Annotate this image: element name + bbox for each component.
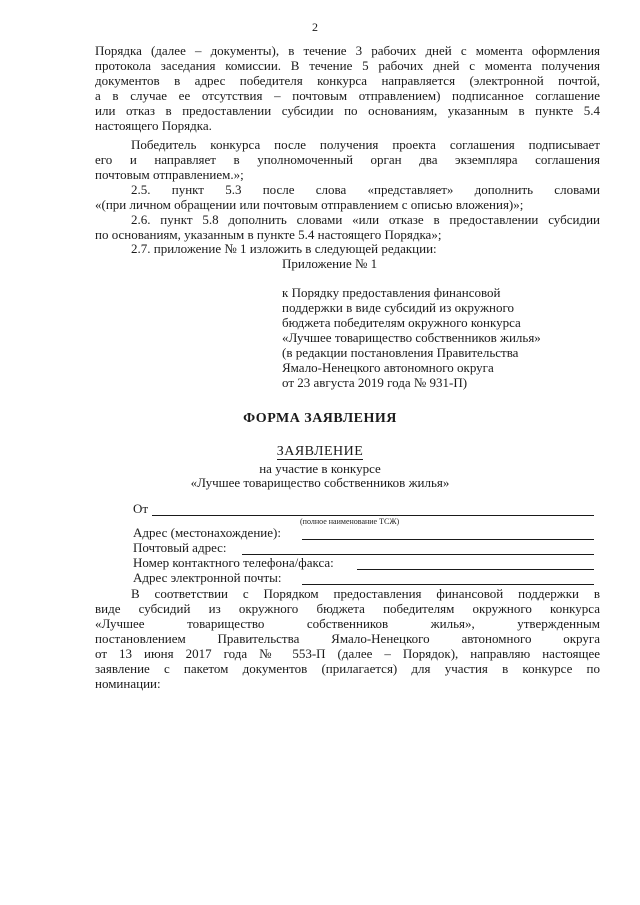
form-title: ФОРМА ЗАЯВЛЕНИЯ	[243, 411, 397, 426]
text-line: по основаниям, указанным в пункте 5.4 настоящего Порядка»;	[95, 227, 442, 242]
address-label: Адрес (местонахождение):	[133, 525, 281, 540]
text-line: его и направляет в уполномоченный орган два экземпляра соглашения	[95, 152, 600, 167]
address-input-line[interactable]	[302, 539, 594, 540]
text-line: постановлением Правительства Ямало-Ненецкого автономного округа	[95, 631, 600, 646]
from-caption: (полное наименование ТСЖ)	[300, 517, 400, 526]
text-line: «Лучшее товарищество собственников жилья», утвержденным	[95, 616, 600, 631]
text-line: Порядка (далее – документы), в течение 3 рабочих дней с момента оформления	[95, 43, 600, 58]
annex-line: Ямало-Ненецкого автономного округа	[282, 360, 494, 375]
annex-line: (в редакции постановления Правительства	[282, 345, 519, 360]
text-line: настоящего Порядка.	[95, 118, 212, 133]
statement-title	[0, 444, 640, 460]
phone-label: Номер контактного телефона/факса:	[133, 555, 334, 570]
phone-input-line[interactable]	[357, 569, 594, 570]
text-line: от 13 июня 2017 года № 553-П (далее – Порядок), направляю настоящее	[95, 646, 600, 661]
annex-line: поддержки в виде субсидий из окружного	[282, 300, 515, 315]
text-line: 2.5. пункт 5.3 после слова «представляет» дополнить словами	[131, 182, 600, 197]
annex-line: «Лучшее товарищество собственников жилья»	[282, 330, 541, 345]
text-line: заявление с пакетом документов (прилагается) для участия в конкурсе по	[95, 661, 600, 676]
annex-line: от 23 августа 2019 года № 931-П)	[282, 375, 468, 390]
text-line: виде субсидий из окружного бюджета победителям окружного конкурса	[95, 601, 600, 616]
from-label: От	[133, 501, 149, 516]
text-line: документов в адрес победителя конкурса направляется (электронной почтой,	[95, 73, 600, 88]
text-line: или отказ в предоставлении субсидии по основаниям, указанным в пункте 5.4	[95, 103, 600, 118]
email-label: Адрес электронной почты:	[133, 570, 282, 585]
statement-subtitle: на участие в конкурсе	[259, 461, 381, 476]
page-number: 2	[312, 20, 318, 34]
from-input-line[interactable]	[152, 515, 594, 516]
email-input-line[interactable]	[302, 584, 594, 585]
text-line: а в случае ее отсутствия – почтовым отправлением) подписанное соглашение	[95, 88, 600, 103]
annex-title: Приложение № 1	[282, 256, 378, 271]
text-line: 2.7. приложение № 1 изложить в следующей редакции:	[131, 241, 437, 256]
text-line: Победитель конкурса после получения проекта соглашения подписывает	[131, 137, 600, 152]
statement-subtitle: «Лучшее товарищество собственников жилья»	[190, 475, 450, 490]
text-line: В соответствии с Порядком предоставления финансовой поддержки в	[131, 586, 600, 601]
text-line: «(при личном обращении или почтовым отправлением с описью вложения)»;	[95, 197, 524, 212]
text-line: 2.6. пункт 5.8 дополнить словами «или отказе в предоставлении субсидии	[131, 212, 600, 227]
annex-line: к Порядку предоставления финансовой	[282, 285, 501, 300]
statement-title-text: ЗАЯВЛЕНИЕ	[276, 444, 364, 459]
postal-label: Почтовый адрес:	[133, 540, 227, 555]
text-line: протокола заседания комиссии. В течение 5 рабочих дней с момента получения	[95, 58, 600, 73]
text-line: почтовым отправлением.»;	[95, 167, 244, 182]
annex-line: бюджета победителям окружного конкурса	[282, 315, 521, 330]
text-line: номинации:	[95, 676, 161, 691]
